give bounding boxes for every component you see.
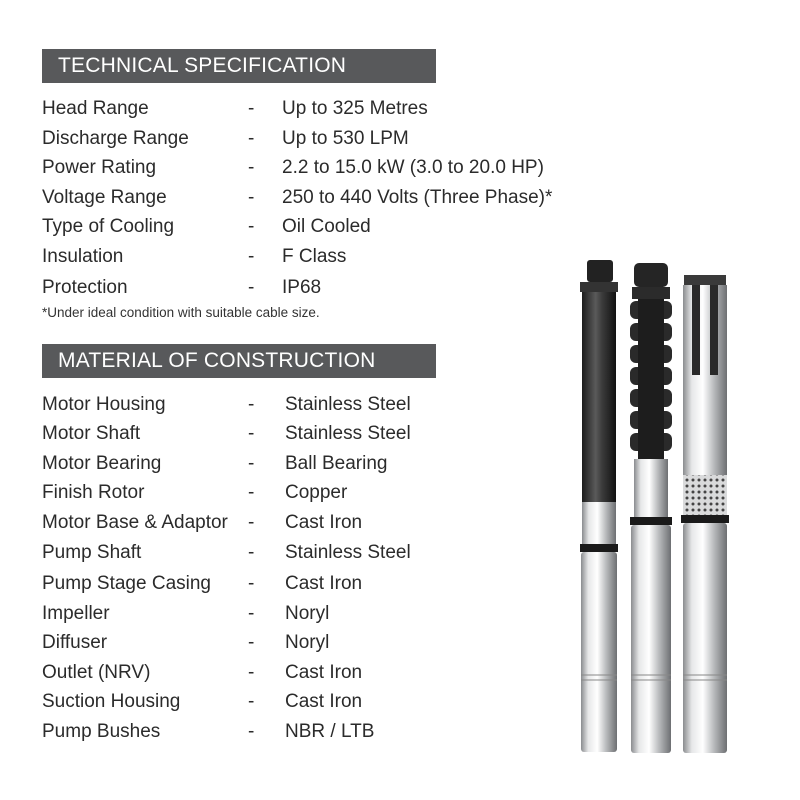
material-value: Noryl xyxy=(285,632,330,653)
material-value: Copper xyxy=(285,482,348,503)
spec-label: Head Range xyxy=(42,98,149,119)
material-label: Motor Base & Adaptor xyxy=(42,512,228,533)
material-value: Cast Iron xyxy=(285,512,363,533)
material-value: Noryl xyxy=(285,603,330,624)
pump-right-graphic xyxy=(681,275,729,753)
spec-value: F Class xyxy=(282,246,347,267)
spec-label: Insulation xyxy=(42,246,124,267)
material-separator: - xyxy=(248,691,255,712)
pump-left-graphic xyxy=(580,260,618,752)
spec-label: Type of Cooling xyxy=(42,216,175,237)
material-label: Suction Housing xyxy=(42,691,181,712)
spec-value: Up to 530 LPM xyxy=(282,128,409,149)
material-separator: - xyxy=(248,662,255,683)
pump-middle-graphic xyxy=(630,263,672,753)
material-label: Diffuser xyxy=(42,632,108,653)
material-header: MATERIAL OF CONSTRUCTION xyxy=(42,344,436,378)
spec-separator: - xyxy=(248,216,255,237)
spec-value: Up to 325 Metres xyxy=(282,98,428,119)
spec-separator: - xyxy=(248,128,255,149)
material-value: NBR / LTB xyxy=(285,721,375,742)
material-separator: - xyxy=(248,573,255,594)
spec-label: Protection xyxy=(42,277,128,298)
material-label: Impeller xyxy=(42,603,110,624)
footnote: *Under ideal condition with suitable cable size. xyxy=(42,305,320,320)
material-value: Cast Iron xyxy=(285,662,363,683)
spec-separator: - xyxy=(248,246,255,267)
material-separator: - xyxy=(248,453,255,474)
spec-value: 250 to 440 Volts (Three Phase)* xyxy=(282,187,553,208)
material-label: Finish Rotor xyxy=(42,482,145,503)
material-label: Pump Stage Casing xyxy=(42,573,211,594)
material-label: Motor Housing xyxy=(42,394,166,415)
material-value: Stainless Steel xyxy=(285,394,411,415)
material-label: Pump Shaft xyxy=(42,542,142,563)
spec-separator: - xyxy=(248,98,255,119)
material-separator: - xyxy=(248,721,255,742)
material-separator: - xyxy=(248,482,255,503)
material-value: Stainless Steel xyxy=(285,542,411,563)
spec-value: IP68 xyxy=(282,277,322,298)
material-value: Cast Iron xyxy=(285,573,363,594)
pump-product-image xyxy=(570,255,740,765)
material-label: Outlet (NRV) xyxy=(42,662,151,683)
material-value: Cast Iron xyxy=(285,691,363,712)
material-separator: - xyxy=(248,603,255,624)
spec-separator: - xyxy=(248,187,255,208)
spec-value: Oil Cooled xyxy=(282,216,371,237)
material-separator: - xyxy=(248,542,255,563)
material-separator: - xyxy=(248,632,255,653)
technical-spec-header: TECHNICAL SPECIFICATION xyxy=(42,49,436,83)
material-value: Ball Bearing xyxy=(285,453,388,474)
spec-separator: - xyxy=(248,157,255,178)
spec-label: Power Rating xyxy=(42,157,157,178)
spec-value: 2.2 to 15.0 kW (3.0 to 20.0 HP) xyxy=(282,157,544,178)
spec-separator: - xyxy=(248,277,255,298)
spec-label: Discharge Range xyxy=(42,128,189,149)
material-separator: - xyxy=(248,423,255,444)
material-separator: - xyxy=(248,394,255,415)
spec-label: Voltage Range xyxy=(42,187,167,208)
material-label: Motor Shaft xyxy=(42,423,141,444)
material-separator: - xyxy=(248,512,255,533)
material-value: Stainless Steel xyxy=(285,423,411,444)
material-label: Motor Bearing xyxy=(42,453,162,474)
material-label: Pump Bushes xyxy=(42,721,161,742)
